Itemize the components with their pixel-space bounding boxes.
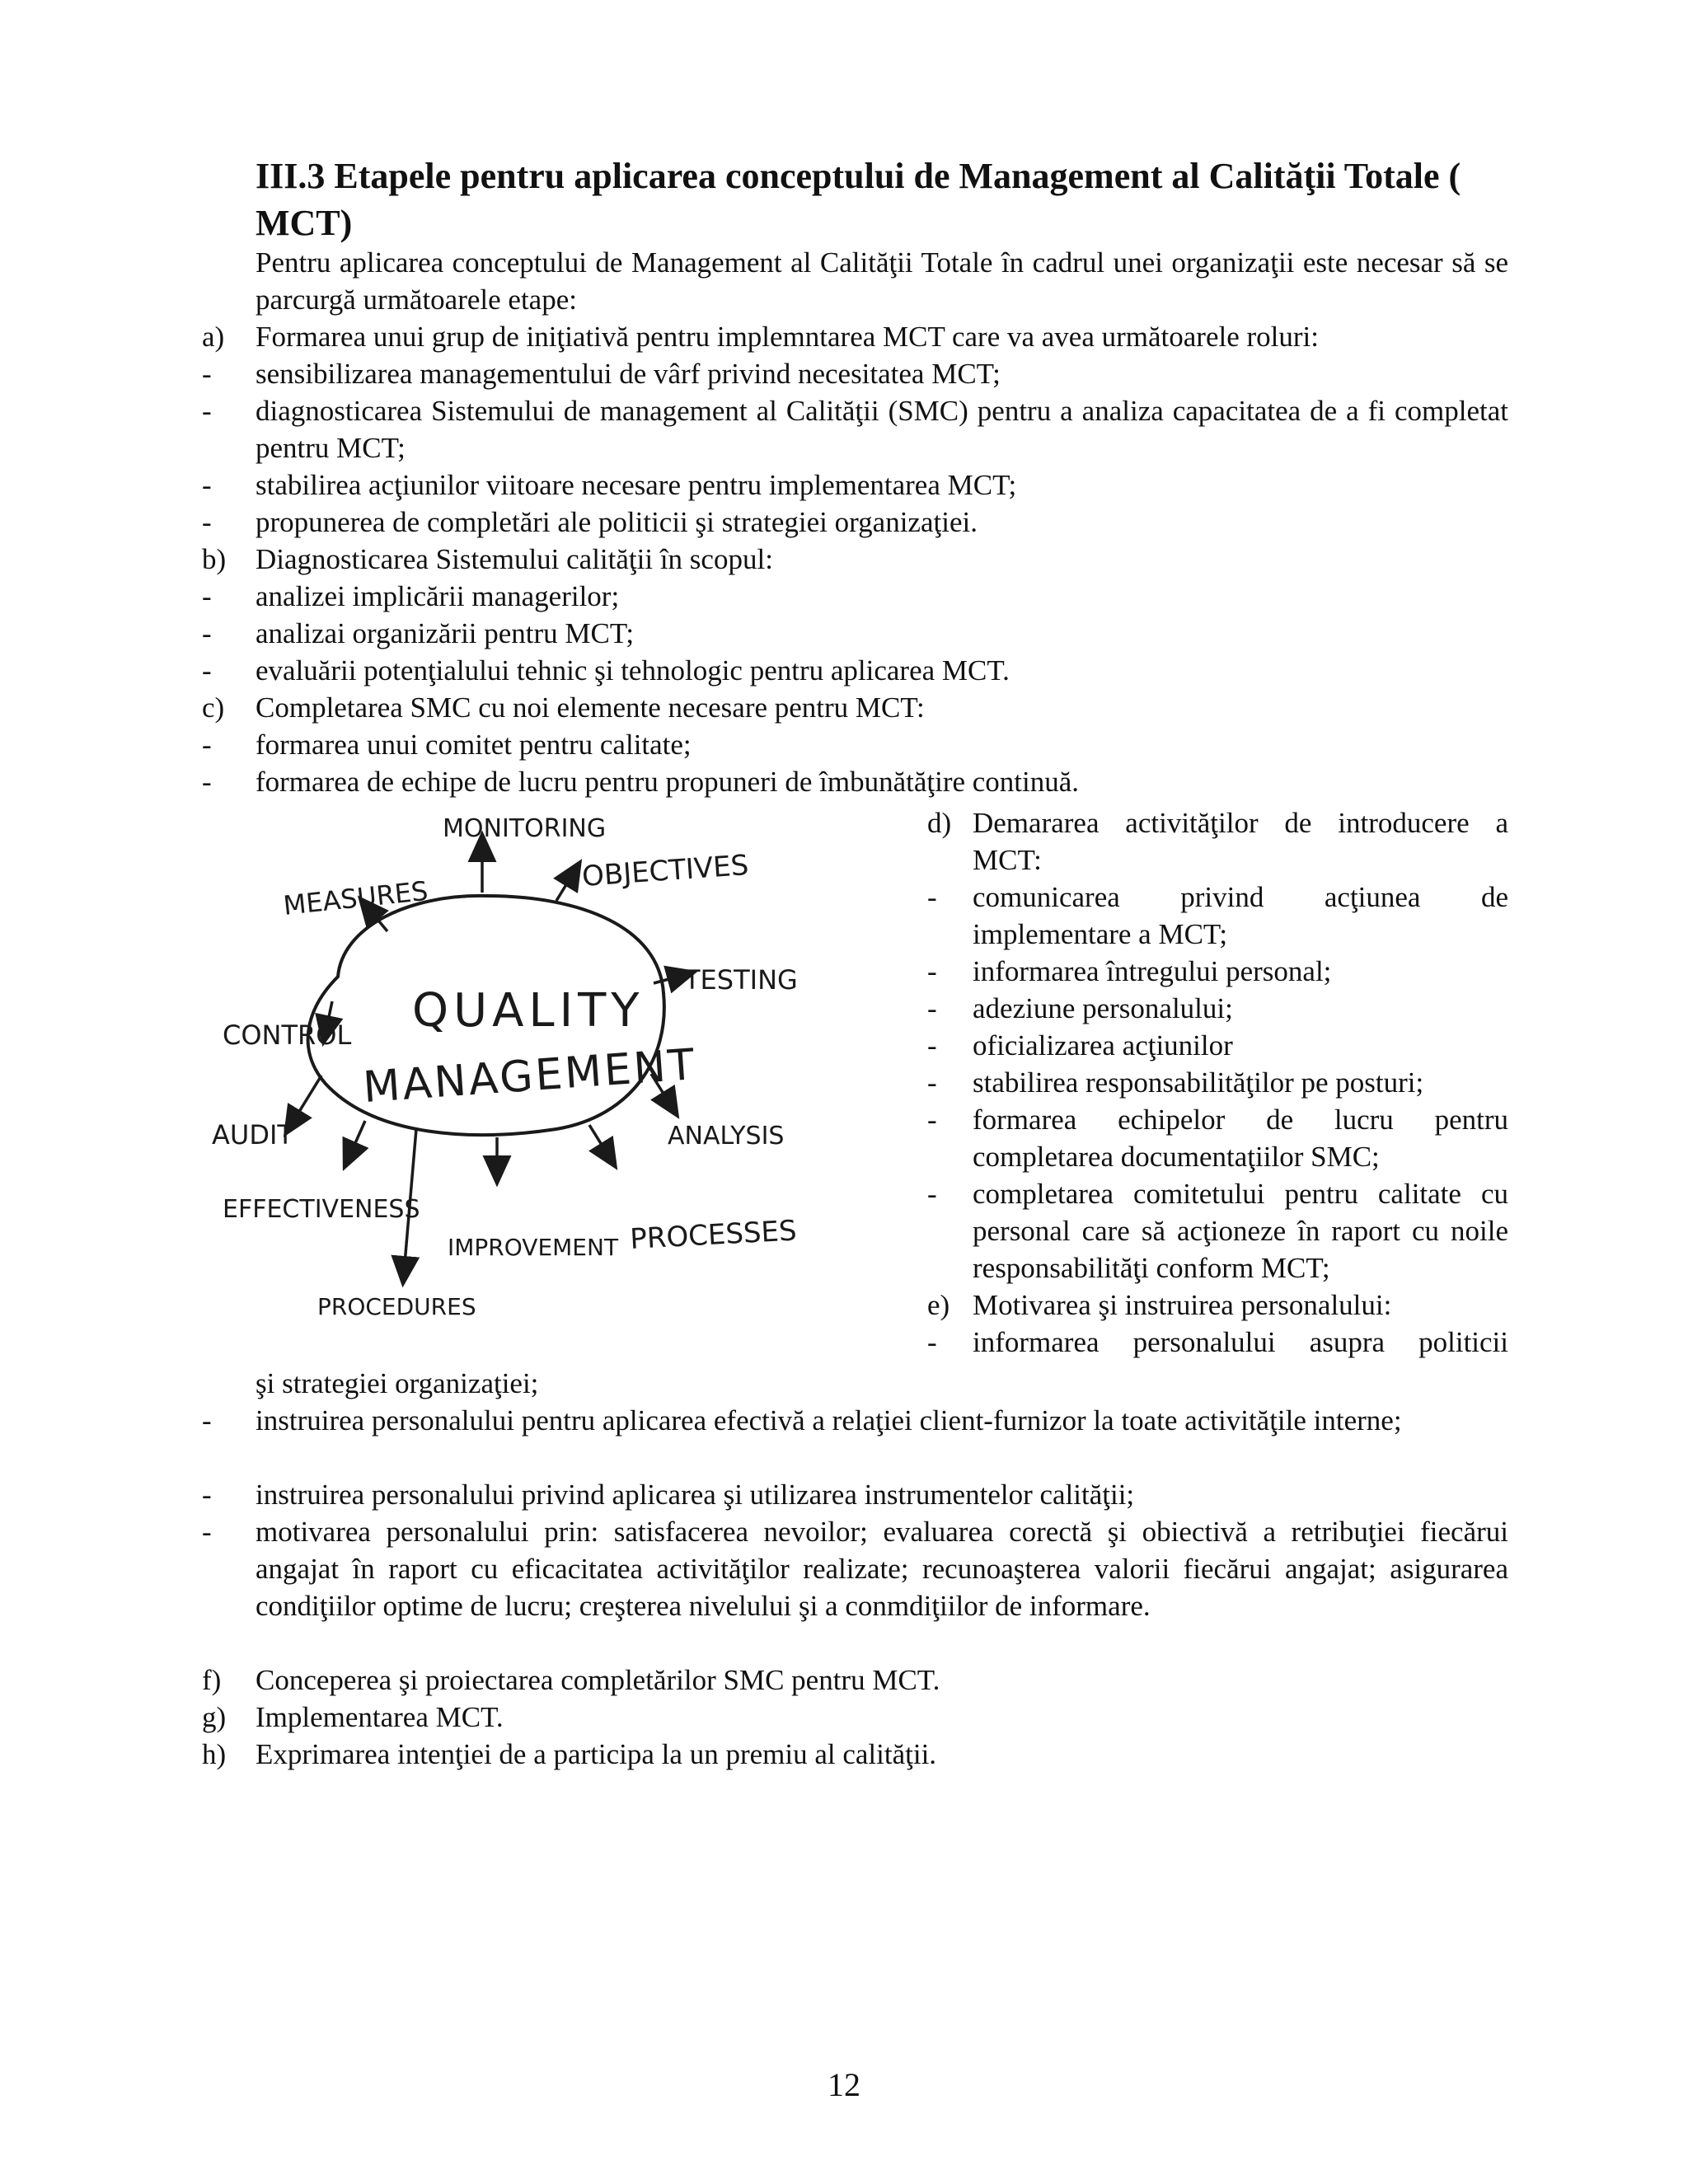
step-f: Conceperea şi proiectarea completărilor SMC pentru MCT.: [256, 1664, 940, 1696]
step-b-bullet: analizei implicării managerilor;: [256, 580, 620, 612]
list-marker-c: c): [202, 691, 225, 724]
dash: -: [927, 955, 937, 987]
dash: -: [202, 506, 212, 538]
dash: -: [202, 395, 212, 427]
step-d-bullet: oficializarea acţiunilor: [973, 1029, 1233, 1062]
step-d-bullet: informarea întregului personal;: [973, 955, 1332, 987]
step-h: Exprimarea intenţiei de a participa la un premiu al calităţii.: [256, 1738, 937, 1770]
step-d-bullet: adeziune personalului;: [973, 992, 1233, 1024]
list-marker-h: h): [202, 1738, 227, 1770]
dash: -: [927, 881, 937, 913]
label-analysis: ANALYSIS: [668, 1122, 785, 1151]
label-monitoring: MONITORING: [443, 814, 607, 843]
dash: -: [927, 1326, 937, 1358]
section-title: III.3 Etapele pentru aplicarea conceptului de Management al Calităţii Totale ( MCT): [256, 156, 1461, 243]
dash: -: [202, 617, 212, 649]
step-e-bullet: instruirea personalului pentru aplicarea efectivă a relaţiei client-furnizor la toate activităţile interne;: [256, 1404, 1402, 1436]
step-c-bullet: formarea de echipe de lucru pentru propuneri de îmbunătăţire continuă.: [256, 766, 1080, 798]
label-measures: MEASURES: [281, 874, 430, 921]
dash: -: [202, 469, 212, 501]
dash: -: [202, 1516, 212, 1548]
arrow-testing: [654, 975, 684, 983]
dash: -: [202, 654, 212, 687]
dash: -: [202, 766, 212, 798]
arrow-objectives: [556, 871, 574, 901]
center-label-management: MANAGEMENT: [361, 1039, 699, 1113]
step-a-bullet: stabilirea acţiunilor viitoare necesare pentru implementarea MCT;: [256, 469, 1017, 501]
dash: -: [202, 358, 212, 390]
list-marker-e: e): [927, 1289, 950, 1321]
dash: -: [927, 1066, 937, 1099]
arrow-processes: [589, 1125, 610, 1158]
dash: -: [927, 992, 937, 1024]
step-b-bullet: analizai organizării pentru MCT;: [256, 617, 635, 649]
label-processes: PROCESSES: [629, 1214, 798, 1256]
dash: -: [202, 1479, 212, 1511]
list-marker-a: a): [202, 321, 225, 353]
step-e-bullet-continuation: şi strategiei organizaţiei;: [256, 1367, 539, 1399]
list-marker-b: b): [202, 543, 227, 575]
list-marker-f: f): [202, 1664, 222, 1696]
step-e-bullet: informarea personalului asupra politicii: [973, 1326, 1508, 1358]
label-effectiveness: EFFECTIVENESS: [223, 1195, 420, 1224]
step-c: Completarea SMC cu noi elemente necesare pentru MCT:: [256, 691, 925, 724]
step-a-bullet: propunerea de completări ale politicii şi strategiei organizaţiei.: [256, 506, 978, 538]
page-number: 12: [828, 2066, 860, 2103]
dash: -: [202, 1404, 212, 1436]
dash: -: [927, 1029, 937, 1062]
dash: -: [202, 729, 212, 761]
step-b: Diagnosticarea Sistemului calităţii în scopul:: [256, 543, 773, 575]
step-c-bullet: formarea unui comitet pentru calitate;: [256, 729, 692, 761]
label-control: CONTROL: [223, 1019, 352, 1051]
step-b-bullet: evaluării potenţialului tehnic şi tehnologic pentru aplicarea MCT.: [256, 654, 1010, 687]
step-d: Demararea activităţilor de introducere a MCT:: [973, 807, 1508, 876]
list-marker-g: g): [202, 1701, 227, 1733]
arrow-effectiveness: [349, 1121, 365, 1158]
step-a-bullet: sensibilizarea managementului de vârf privind necesitatea MCT;: [256, 358, 1001, 390]
label-procedures: PROCEDURES: [317, 1293, 476, 1320]
dash: -: [927, 1178, 937, 1210]
step-d-bullet: comunicarea privind acţiunea de implementare a MCT;: [973, 881, 1508, 950]
step-e-bullet: instruirea personalului privind aplicarea şi utilizarea instrumentelor calităţii;: [256, 1479, 1135, 1511]
label-testing: TESTING: [684, 964, 798, 996]
arrow-audit: [291, 1076, 321, 1125]
step-a: Formarea unui grup de iniţiativă pentru implemntarea MCT care va avea următoarele roluri:: [256, 321, 1319, 353]
step-d-bullet: stabilirea responsabilităţilor pe posturi;: [973, 1066, 1424, 1099]
step-e: Motivarea şi instruirea personalului:: [973, 1289, 1392, 1321]
center-label-quality: QUALITY: [412, 984, 645, 1038]
label-improvement: IMPROVEMENT: [448, 1234, 619, 1261]
step-g: Implementarea MCT.: [256, 1701, 504, 1733]
intro-paragraph: Pentru aplicarea conceptului de Management al Calităţii Totale în cadrul unei organizaţii este necesar să se parcurgă următoarele etape:: [256, 246, 1508, 316]
dash: -: [927, 1104, 937, 1136]
label-audit: AUDIT: [212, 1119, 293, 1151]
step-a-bullet: diagnosticarea Sistemului de management al Calităţii (SMC) pentru a analiza capacitatea de a fi completat pentru MCT;: [256, 395, 1508, 464]
dash: -: [202, 580, 212, 612]
step-e-bullet: motivarea personalului prin: satisfacerea nevoilor; evaluarea corectă şi obiectivă a retribuţiei fiecărui angajat în raport cu eficacitatea activităţilor realizate; recunoaşterea valorii fiecărui angajat; asigurarea condiţiilor optime de lucru; creşterea nivelului şi a conmdiţiilor de informare.: [256, 1516, 1508, 1622]
label-objectives: OBJECTIVES: [580, 848, 750, 893]
list-marker-d: d): [927, 807, 952, 839]
step-d-bullet: completarea comitetului pentru calitate cu personal care să acţioneze în raport cu noile responsabilităţi conform MCT;: [973, 1178, 1508, 1284]
quality-management-diagram: [202, 804, 828, 1339]
step-d-bullet: formarea echipelor de lucru pentru completarea documentaţiilor SMC;: [973, 1104, 1508, 1173]
